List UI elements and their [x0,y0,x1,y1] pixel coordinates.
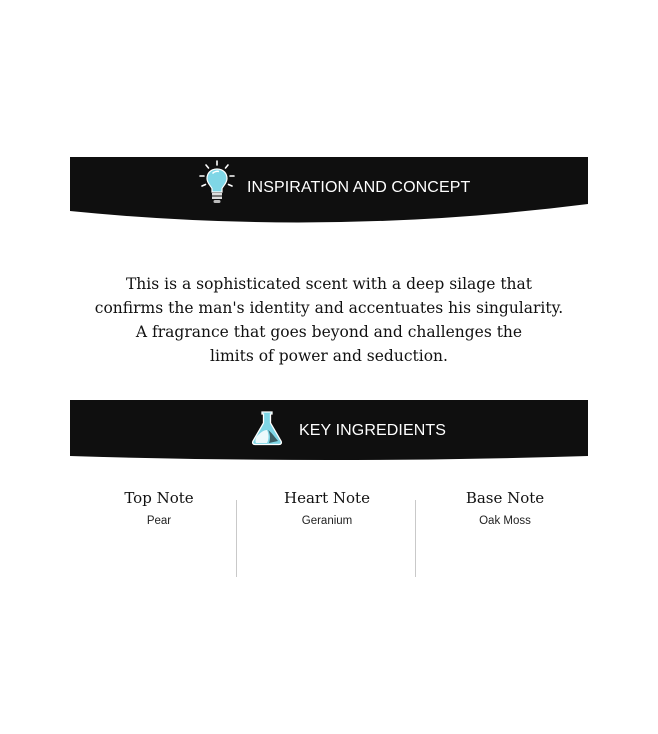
top-note-heading: Top Note [124,489,194,507]
concept-line: A fragrance that goes beyond and challenges the [135,323,523,341]
ingredients-banner [70,400,588,460]
top-note-column [70,486,248,527]
concept-line: This is a sophisticated scent with a deep silage that [125,275,533,293]
inspiration-banner [70,157,588,226]
flask-icon [248,410,286,451]
heart-note-heading: Heart Note [284,489,370,507]
base-note-heading: Base Note [465,489,545,507]
ingredient-notes [70,486,588,578]
concept-line: limits of power and seduction. [210,347,448,365]
base-note-column [416,486,594,527]
heart-note-value: Geranium [301,515,353,527]
lightbulb-icon [198,159,236,212]
concept-line: confirms the man's identity and accentuates his singularity. [94,299,564,317]
top-note-value: Pear [146,515,172,527]
concept-description [60,272,598,368]
inspiration-title: INSPIRATION AND CONCEPT [247,179,471,196]
ingredients-title: KEY INGREDIENTS [299,422,447,439]
heart-note-column [237,486,417,527]
base-note-value: Oak Moss [479,515,531,527]
